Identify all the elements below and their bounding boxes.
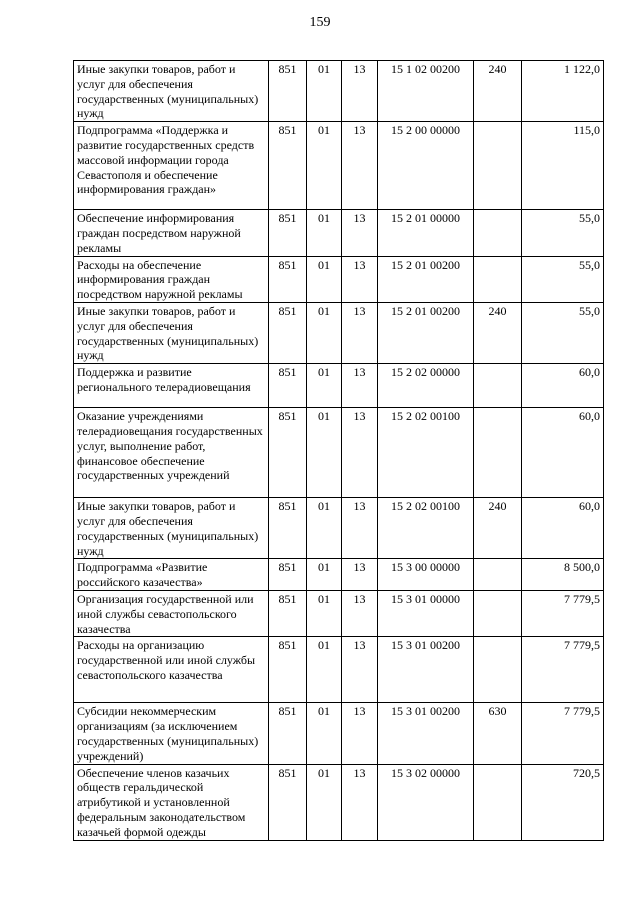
row-name: Обеспечение информирования граждан посредством наружной рекламы	[74, 210, 269, 256]
row-pr: 13	[342, 637, 378, 703]
row-pr: 13	[342, 408, 378, 498]
row-rz: 01	[307, 61, 342, 122]
row-pr: 13	[342, 559, 378, 591]
row-name: Организация государственной или иной службы севастопольского казачества	[74, 590, 269, 636]
row-vr	[474, 122, 522, 210]
row-pr: 13	[342, 364, 378, 408]
row-vr: 240	[474, 61, 522, 122]
table-row	[74, 703, 604, 764]
row-ved: 851	[269, 764, 307, 840]
row-csr: 15 1 02 00200	[378, 61, 474, 122]
row-name: Оказание учреждениями телерадиовещания государственных услуг, выполнение работ, финансовое обеспечение государственных учреждений	[74, 408, 269, 498]
row-pr: 13	[342, 122, 378, 210]
table-row	[74, 498, 604, 559]
row-pr: 13	[342, 210, 378, 256]
row-csr: 15 3 01 00200	[378, 703, 474, 764]
table-row	[74, 559, 604, 591]
row-name: Иные закупки товаров, работ и услуг для обеспечения государственных (муниципальных) нужд	[74, 498, 269, 559]
row-vr: 240	[474, 302, 522, 363]
table-row	[74, 302, 604, 363]
row-sum: 7 779,5	[522, 637, 604, 703]
row-ved: 851	[269, 703, 307, 764]
row-pr: 13	[342, 498, 378, 559]
row-name: Иные закупки товаров, работ и услуг для обеспечения государственных (муниципальных) нужд	[74, 61, 269, 122]
row-vr: 240	[474, 498, 522, 559]
row-rz: 01	[307, 122, 342, 210]
row-vr	[474, 764, 522, 840]
row-name: Обеспечение членов казачьих обществ геральдической атрибутикой и установленной федеральным законодательством казачьей формой одежды	[74, 764, 269, 840]
row-csr: 15 2 00 00000	[378, 122, 474, 210]
row-ved: 851	[269, 61, 307, 122]
row-rz: 01	[307, 559, 342, 591]
row-pr: 13	[342, 703, 378, 764]
row-name: Подпрограмма «Поддержка и развитие государственных средств массовой информации города Севастополя и обеспечение информирования граждан»	[74, 122, 269, 210]
row-sum: 720,5	[522, 764, 604, 840]
row-rz: 01	[307, 764, 342, 840]
row-pr: 13	[342, 590, 378, 636]
row-ved: 851	[269, 637, 307, 703]
row-csr: 15 2 01 00000	[378, 210, 474, 256]
row-ved: 851	[269, 122, 307, 210]
row-rz: 01	[307, 408, 342, 498]
row-rz: 01	[307, 590, 342, 636]
row-ved: 851	[269, 302, 307, 363]
row-csr: 15 3 01 00000	[378, 590, 474, 636]
row-rz: 01	[307, 210, 342, 256]
row-sum: 60,0	[522, 364, 604, 408]
row-sum: 1 122,0	[522, 61, 604, 122]
row-rz: 01	[307, 637, 342, 703]
row-pr: 13	[342, 764, 378, 840]
row-name: Иные закупки товаров, работ и услуг для обеспечения государственных (муниципальных) нужд	[74, 302, 269, 363]
row-ved: 851	[269, 256, 307, 302]
row-csr: 15 2 01 00200	[378, 302, 474, 363]
row-vr	[474, 256, 522, 302]
row-vr	[474, 408, 522, 498]
row-sum: 60,0	[522, 498, 604, 559]
table-row	[74, 364, 604, 408]
table-row	[74, 637, 604, 703]
table-row	[74, 590, 604, 636]
row-pr: 13	[342, 256, 378, 302]
page-number: 159	[309, 15, 331, 30]
row-rz: 01	[307, 703, 342, 764]
row-ved: 851	[269, 364, 307, 408]
row-vr	[474, 210, 522, 256]
row-ved: 851	[269, 590, 307, 636]
row-pr: 13	[342, 61, 378, 122]
row-sum: 7 779,5	[522, 703, 604, 764]
row-csr: 15 3 00 00000	[378, 559, 474, 591]
table-row	[74, 256, 604, 302]
row-sum: 55,0	[522, 302, 604, 363]
row-csr: 15 2 02 00100	[378, 498, 474, 559]
row-rz: 01	[307, 302, 342, 363]
row-csr: 15 2 02 00000	[378, 364, 474, 408]
row-csr: 15 3 01 00200	[378, 637, 474, 703]
row-rz: 01	[307, 256, 342, 302]
row-ved: 851	[269, 498, 307, 559]
table-row	[74, 122, 604, 210]
row-name: Подпрограмма «Развитие российского казачества»	[74, 559, 269, 591]
row-sum: 7 779,5	[522, 590, 604, 636]
row-vr	[474, 364, 522, 408]
row-sum: 8 500,0	[522, 559, 604, 591]
row-pr: 13	[342, 302, 378, 363]
row-vr: 630	[474, 703, 522, 764]
row-vr	[474, 559, 522, 591]
row-ved: 851	[269, 408, 307, 498]
table-row	[74, 408, 604, 498]
row-ved: 851	[269, 210, 307, 256]
table-row	[74, 61, 604, 122]
row-sum: 55,0	[522, 210, 604, 256]
row-ved: 851	[269, 559, 307, 591]
row-csr: 15 2 01 00200	[378, 256, 474, 302]
row-rz: 01	[307, 364, 342, 408]
row-name: Поддержка и развитие регионального телерадиовещания	[74, 364, 269, 408]
row-sum: 115,0	[522, 122, 604, 210]
row-name: Расходы на обеспечение информирования граждан посредством наружной рекламы	[74, 256, 269, 302]
table-row	[74, 764, 604, 840]
row-vr	[474, 637, 522, 703]
row-sum: 55,0	[522, 256, 604, 302]
row-vr	[474, 590, 522, 636]
table-row	[74, 210, 604, 256]
row-rz: 01	[307, 498, 342, 559]
row-sum: 60,0	[522, 408, 604, 498]
row-name: Субсидии некоммерческим организациям (за исключением государственных (муниципальных) учреждений)	[74, 703, 269, 764]
row-name: Расходы на организацию государственной или иной службы севастопольского казачества	[74, 637, 269, 703]
row-csr: 15 3 02 00000	[378, 764, 474, 840]
row-csr: 15 2 02 00100	[378, 408, 474, 498]
budget-table	[73, 60, 604, 841]
